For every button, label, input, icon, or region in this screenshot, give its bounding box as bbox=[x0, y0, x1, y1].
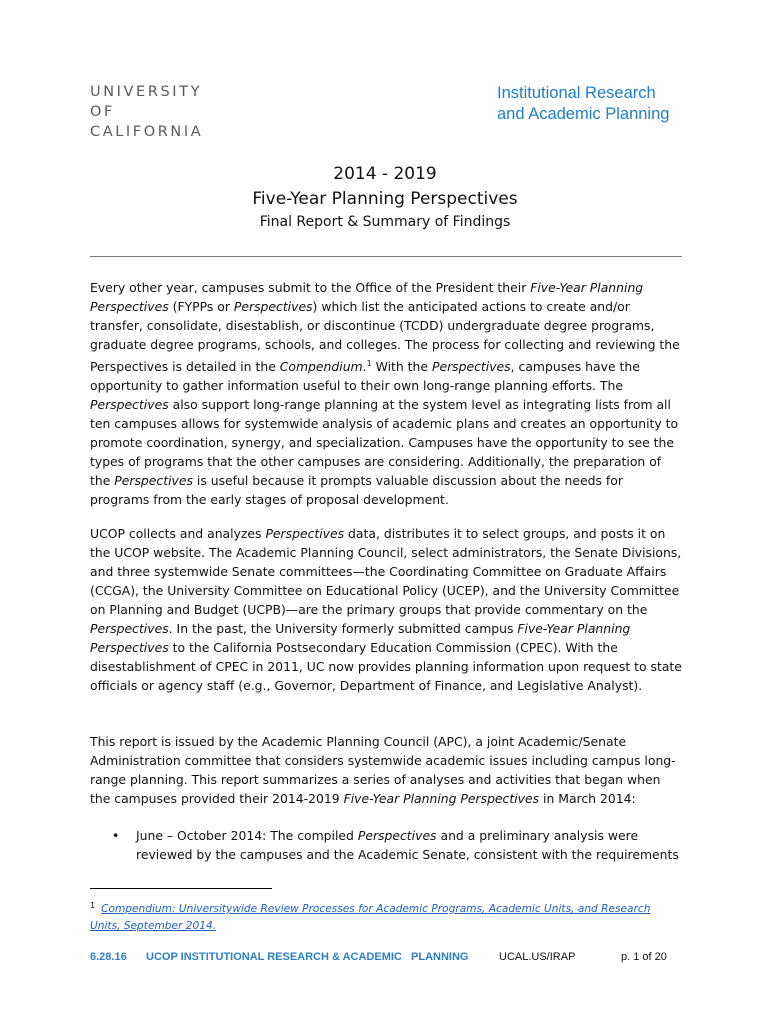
text-run: is useful because it prompts valuable discussion about the needs for programs from the early stages of proposal development. bbox=[90, 473, 623, 508]
title-divider bbox=[90, 256, 682, 257]
footnote-divider bbox=[90, 888, 272, 889]
text-run: Every other year, campuses submit to the Office of the President their bbox=[90, 280, 531, 295]
uc-logo-line-3: CALIFORNIA bbox=[90, 124, 204, 140]
report-subtitle: Final Report & Summary of Findings bbox=[259, 214, 511, 230]
paragraph-apc bbox=[90, 732, 684, 808]
text-run-italic: Perspectives bbox=[265, 526, 345, 541]
text-run: UCOP collects and analyzes bbox=[90, 526, 266, 541]
paragraph-intro bbox=[90, 278, 684, 509]
uc-logo-line-1: UNIVERSITY bbox=[90, 84, 203, 100]
text-run-italic: Perspectives bbox=[114, 473, 193, 489]
text-run: . bbox=[362, 359, 367, 375]
text-run: June – October 2014: The compiled bbox=[136, 828, 358, 843]
text-run-italic: Perspectives bbox=[431, 359, 511, 375]
uc-logo bbox=[90, 82, 203, 142]
footnote bbox=[90, 897, 684, 935]
footer-page-number: p. 1 of 20 bbox=[621, 951, 667, 963]
bullet-icon: • bbox=[112, 828, 120, 843]
text-run-italic: Perspectives bbox=[357, 828, 437, 843]
list-item-text bbox=[136, 826, 684, 864]
unit-name-line-1: Institutional Research bbox=[497, 84, 656, 102]
text-run-italic: Perspectives bbox=[233, 299, 313, 314]
footer-date: 6.28.16 bbox=[90, 951, 127, 963]
text-run: also support long-range planning at the system level as integrating lists from all ten campuses allows for systemwide analysis of academic plans and creates an opportunity to promote coordination, synergy, and specialization. Campuses have the opportunity to see the types of programs that the other campuses are considering. Additionally, the preparation of the bbox=[90, 397, 679, 489]
compendium-link[interactable]: Compendium: Universitywide Review Processes for Academic Programs, Academic Units, and Research Units, September 2014. bbox=[90, 903, 651, 932]
footer-org: UCOP INSTITUTIONAL RESEARCH & ACADEMIC PLANNING bbox=[146, 951, 469, 963]
footnote-number: 1 bbox=[90, 901, 96, 910]
text-run: This report is issued by the Academic Planning Council (APC), a joint Academic/Senate Administration committee that considers systemwide academic issues including campus long-range planning. This report summarizes a series of analyses and activities that began when the campuses provided their 2014-2019 bbox=[90, 734, 676, 806]
text-run: . In the past, the University formerly submitted campus bbox=[168, 621, 518, 636]
text-run: in March 2014: bbox=[539, 791, 636, 806]
text-run-italic: Five-Year Planning Perspectives bbox=[343, 791, 540, 806]
text-run: data, distributes it to select groups, and posts it on the UCOP website. The Academic Planning Council, select administrators, the Senate Divisions, and three systemwide Senate committees—the Coordinating Committee on Graduate Affairs (CCGA), the University Committee on Educational Policy (UCEP), and the University Committee on Planning and Budget (UCPB)—are the primary groups that provide commentary on the bbox=[90, 526, 682, 617]
report-title: Five-Year Planning Perspectives bbox=[252, 189, 518, 209]
text-run: , campuses have the opportunity to gather information useful to their own long-range planning efforts. The bbox=[90, 359, 640, 394]
text-run-italic: Perspectives bbox=[90, 397, 169, 413]
text-run: and a preliminary analysis were reviewed by the campuses and the Academic Senate, consistent with the requirements bbox=[136, 828, 679, 862]
text-run: ) which list the anticipated actions to create and/or transfer, consolidate, disestablish, or discontinue (TCDD) undergraduate degree programs, graduate degree programs, schools, and colleges. The process for collecting and reviewing the Perspectives is detailed in the bbox=[90, 299, 680, 375]
uc-logo-line-2: OF bbox=[90, 104, 115, 120]
footer-site[interactable]: UCAL.US/IRAP bbox=[499, 951, 576, 963]
list-item bbox=[112, 826, 684, 864]
footnote-ref[interactable]: 1 bbox=[366, 359, 372, 368]
text-run: to the California Postsecondary Education Commission (CPEC). With the disestablishment of CPEC in 2011, UC now provides planning information upon request to state officials or agency staff (e.g., Governor, Department of Finance, and Legislative Analyst). bbox=[90, 640, 682, 693]
text-run: With the bbox=[371, 359, 432, 375]
unit-name-line-2: and Academic Planning bbox=[497, 105, 670, 123]
text-run-italic: Compendium bbox=[279, 359, 363, 375]
text-run-italic: Five-Year Planning Perspectives bbox=[90, 621, 631, 655]
text-run-italic: Five-Year Planning Perspectives bbox=[90, 280, 644, 314]
report-years: 2014 - 2019 bbox=[333, 164, 437, 184]
paragraph-ucop bbox=[90, 524, 684, 695]
text-run-italic: Perspectives bbox=[90, 621, 169, 636]
text-run: (FYPPs or bbox=[168, 299, 234, 314]
unit-name bbox=[497, 83, 669, 125]
